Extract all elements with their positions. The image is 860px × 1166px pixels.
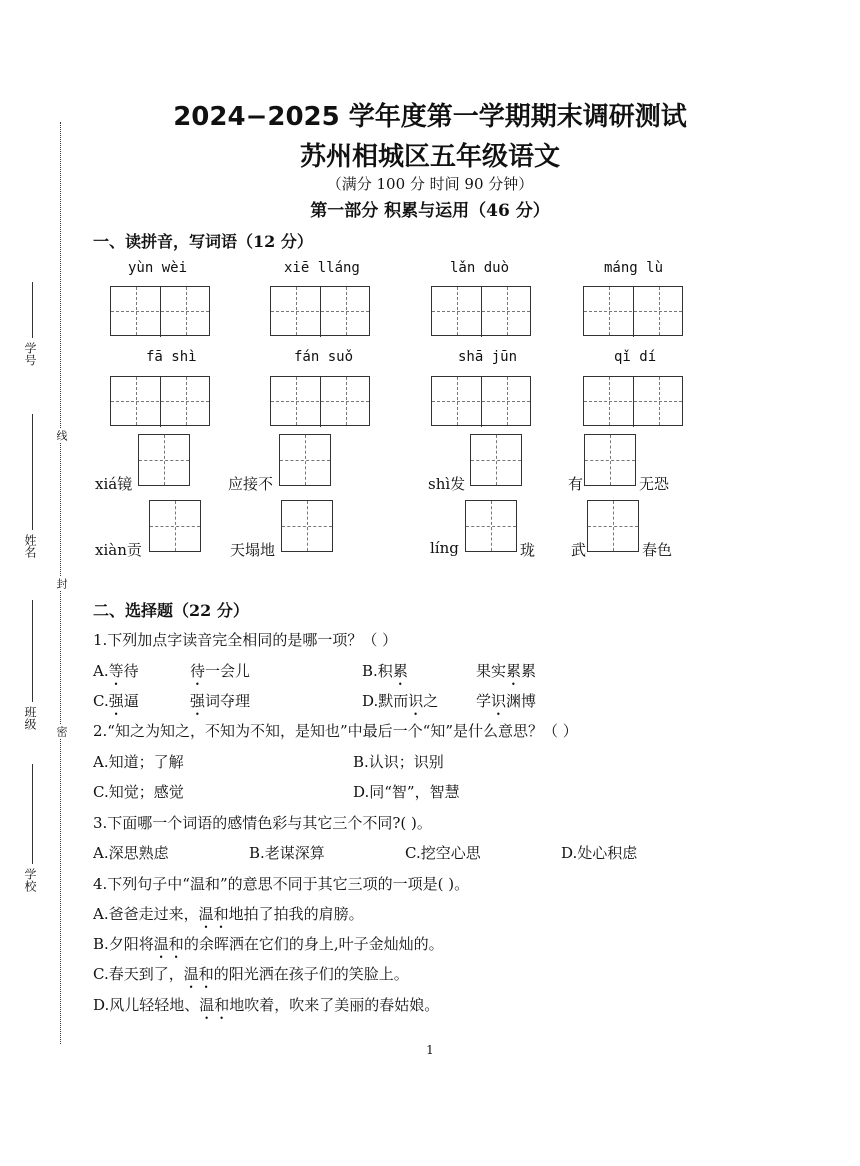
q3-option-a[interactable]: A.深思熟虑 <box>93 844 169 862</box>
fill-text: 无恐 <box>639 475 670 493</box>
q1-option-d[interactable]: D.默而识之 <box>362 692 439 710</box>
q3-option-d[interactable]: D.处心积虑 <box>561 844 638 862</box>
fill-text: líng <box>430 539 459 557</box>
xingming-blank[interactable] <box>32 414 33 530</box>
xingming-label: 姓名 <box>23 534 37 558</box>
fill-text: xiàn贡 <box>95 541 142 559</box>
pinyin-2: xiē lláng <box>284 260 360 276</box>
q4-option-d[interactable]: D.风儿轻轻地、温和地吹着，吹来了美丽的春姑娘。 <box>93 996 440 1014</box>
answer-box[interactable] <box>270 376 370 426</box>
pinyin-5: fā shì <box>146 349 197 365</box>
xuexiao-blank[interactable] <box>32 764 33 864</box>
q2-option-b[interactable]: B.认识；识别 <box>353 753 444 771</box>
fill-text: 珑 <box>520 541 536 559</box>
q4-option-a[interactable]: A.爸爸走过来，温和地拍了拍我的肩膀。 <box>93 905 364 923</box>
q2-option-c[interactable]: C.知觉；感觉 <box>93 783 184 801</box>
fill-box[interactable] <box>281 500 333 552</box>
seal-xian: 线 <box>55 430 68 441</box>
section1-heading: 一、读拼音，写词语（12 分） <box>93 232 313 251</box>
pinyin-8: qǐ dí <box>614 349 657 365</box>
answer-box[interactable] <box>270 286 370 336</box>
xuehao-blank[interactable] <box>32 282 33 338</box>
q1-option-c[interactable]: C.强逼 <box>93 692 139 710</box>
answer-box[interactable] <box>583 376 683 426</box>
answer-box[interactable] <box>431 286 531 336</box>
q1-option-b-word2: 果实累累 <box>476 662 537 680</box>
exam-info: （满分 100 分 时间 90 分钟） <box>326 175 534 193</box>
q4-option-c[interactable]: C.春天到了，温和的阳光洒在孩子们的笑脸上。 <box>93 965 409 983</box>
fill-box[interactable] <box>470 434 522 486</box>
q4-option-b[interactable]: B.夕阳将温和的余晖洒在它们的身上,叶子金灿灿的。 <box>93 935 444 953</box>
pinyin-6: fán suǒ <box>294 349 354 365</box>
pinyin-4: máng lù <box>604 260 664 276</box>
banji-blank[interactable] <box>32 600 33 702</box>
fill-text: shì发 <box>428 475 466 493</box>
answer-box[interactable] <box>583 286 683 336</box>
q2-option-d[interactable]: D.同“智”，智慧 <box>353 783 460 801</box>
q2-option-a[interactable]: A.知道；了解 <box>93 753 184 771</box>
answer-box[interactable] <box>110 286 210 336</box>
q3-option-b[interactable]: B.老谋深算 <box>249 844 325 862</box>
question-1: 1.下列加点字读音完全相同的是哪一项？（ ） <box>93 631 398 649</box>
q1-option-c-word2: 强词夺理 <box>190 692 251 710</box>
exam-title: 2024−2025 学年度第一学期期末调研测试 <box>173 102 687 132</box>
fill-box[interactable] <box>138 434 190 486</box>
question-4: 4.下列句子中“温和”的意思不同于其它三项的一项是( )。 <box>93 875 470 893</box>
exam-subtitle: 苏州相城区五年级语文 <box>299 142 560 172</box>
answer-box[interactable] <box>110 376 210 426</box>
part-heading: 第一部分 积累与运用（46 分） <box>310 201 550 221</box>
fill-text: 武 <box>571 541 587 559</box>
fill-text: 春色 <box>642 541 673 559</box>
question-2: 2.“知之为知之，不知为不知，是知也”中最后一个“知”是什么意思？（ ） <box>93 722 578 740</box>
pinyin-1: yùn wèi <box>128 260 188 276</box>
fill-text: xiá镜 <box>95 475 133 493</box>
q1-option-d-word2: 学识渊博 <box>476 692 537 710</box>
page-number: 1 <box>426 1043 434 1057</box>
q1-option-b[interactable]: B.积累 <box>362 662 408 680</box>
seal-mi: 密 <box>55 726 68 737</box>
fill-box[interactable] <box>584 434 636 486</box>
q1-option-a[interactable]: A.等待 <box>93 662 139 680</box>
pinyin-7: shā jūn <box>458 349 518 365</box>
xuexiao-label: 学校 <box>23 868 37 892</box>
question-3: 3.下面哪一个词语的感情色彩与其它三个不同?( )。 <box>93 814 432 832</box>
fill-text: 天塌地 <box>230 541 276 559</box>
fill-text: 有 <box>568 475 584 493</box>
q3-option-c[interactable]: C.挖空心思 <box>405 844 481 862</box>
fill-box[interactable] <box>149 500 201 552</box>
q1-option-a-word2: 待一会儿 <box>190 662 251 680</box>
banji-label: 班级 <box>23 706 37 730</box>
section2-heading: 二、选择题（22 分） <box>93 601 249 620</box>
answer-box[interactable] <box>431 376 531 426</box>
fill-box[interactable] <box>465 500 517 552</box>
pinyin-3: lǎn duò <box>450 260 510 276</box>
fill-text: 应接不 <box>228 475 274 493</box>
fill-box[interactable] <box>587 500 639 552</box>
seal-feng: 封 <box>55 578 68 589</box>
xuehao-label: 学号 <box>23 342 37 366</box>
fill-box[interactable] <box>279 434 331 486</box>
